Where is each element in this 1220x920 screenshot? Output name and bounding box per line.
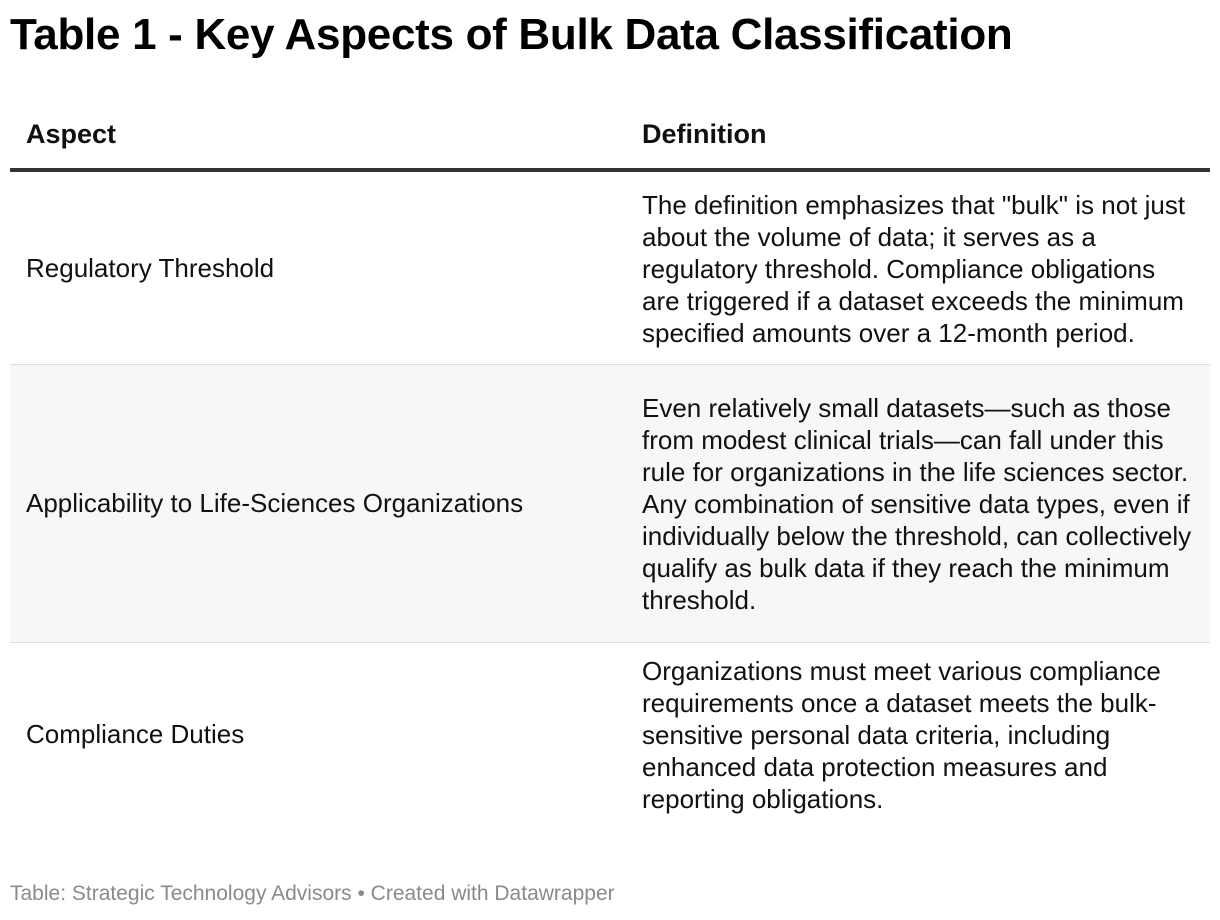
data-table: [10, 100, 1210, 825]
table-header: [10, 100, 1210, 170]
header-row: [10, 100, 1210, 170]
column-header-definition: Definition: [626, 100, 1210, 170]
column-header-aspect: Aspect: [10, 100, 626, 170]
table-body: [10, 170, 1210, 825]
definition-cell: The definition emphasizes that "bulk" is not just about the volume of data; it serves as a regulatory threshold. Compliance obligations are triggered if a dataset exceeds the minimum specified amounts over a 12-month period.: [626, 170, 1210, 364]
definition-cell: Even relatively small datasets—such as those from modest clinical trials—can fall under this rule for organizations in the life sciences sector. Any combination of sensitive data types, even if individually below the threshold, can collectively qualify as bulk data if they reach the minimum threshold.: [626, 364, 1210, 642]
aspect-cell: Compliance Duties: [26, 718, 245, 749]
table-row: [10, 364, 1210, 642]
table-row: [10, 170, 1210, 364]
table-row: [10, 642, 1210, 825]
page-title: Table 1 - Key Aspects of Bulk Data Classification: [10, 10, 1013, 59]
aspect-cell: Applicability to Life-Sciences Organizations: [10, 364, 626, 642]
definition-cell: Organizations must meet various compliance requirements once a dataset meets the bulk-sensitive personal data criteria, including enhanced data protection measures and reporting obligations.: [642, 655, 1161, 814]
aspect-cell: Regulatory Threshold: [10, 170, 626, 364]
source-footer: Table: Strategic Technology Advisors • Created with Datawrapper: [10, 882, 615, 905]
page: [10, 0, 1210, 905]
